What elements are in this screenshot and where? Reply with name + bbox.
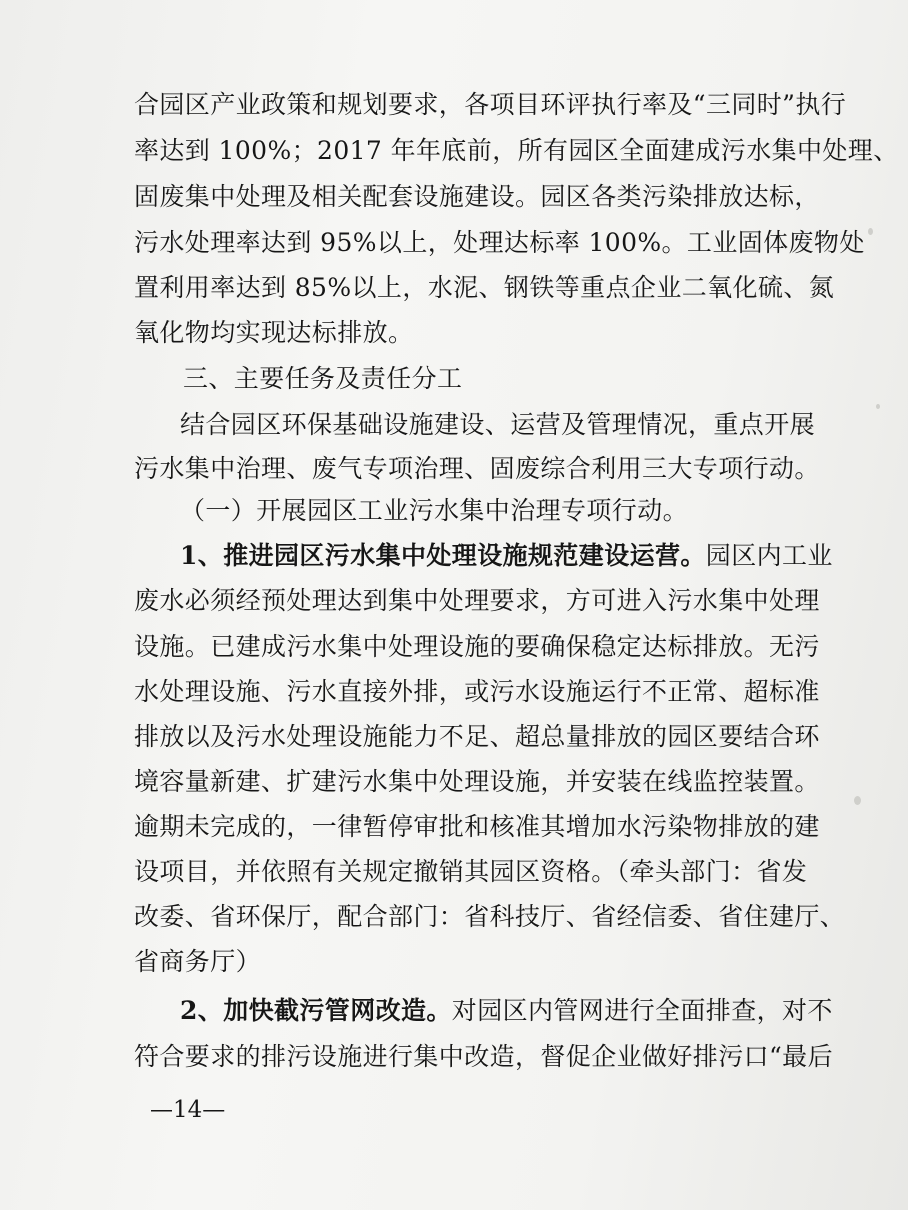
item-1-text-line: 废水必须经预处理达到集中处理要求，方可进入污水集中处理: [134, 586, 820, 615]
body-text-line: 置利用率达到 85%以上，水泥、钢铁等重点企业二氧化硫、氮: [134, 273, 835, 302]
item-1-text-line: 排放以及污水处理设施能力不足、超总量排放的园区要结合环: [134, 722, 820, 751]
item-1-text-line: 设施。已建成污水集中处理设施的要确保稳定达标排放。无污: [134, 632, 820, 661]
item-2-title: 2、加快截污管网改造。: [180, 996, 452, 1025]
item-1-text-line: 设项目，并依照有关规定撤销其园区资格。（牵头部门：省发: [134, 857, 808, 886]
item-1-text-line: 逾期未完成的，一律暂停审批和核准其增加水污染物排放的建: [134, 812, 820, 841]
section-heading: 三、主要任务及责任分工: [183, 364, 463, 393]
item-2-first-line: [180, 996, 833, 1026]
subsection-heading: （一）开展园区工业污水集中治理专项行动。: [180, 496, 689, 525]
intro-text-line: 结合园区环保基础设施建设、运营及管理情况，重点开展: [180, 410, 816, 439]
paper-speck: [876, 404, 880, 409]
item-1-text-line: 改委、省环保厅，配合部门：省科技厅、省经信委、省住建厅、: [134, 902, 846, 931]
item-1-text-line: 水处理设施、污水直接外排，或污水设施运行不正常、超标准: [134, 677, 820, 706]
intro-text-line: 污水集中治理、废气专项治理、固废综合利用三大专项行动。: [134, 454, 820, 483]
item-1-text-line: 境容量新建、扩建污水集中处理设施，并安装在线监控装置。: [134, 767, 820, 796]
body-text-line: 固废集中处理及相关配套设施建设。园区各类污染排放达标，: [134, 182, 820, 211]
body-text-line: 污水处理率达到 95%以上，处理达标率 100%。工业固体废物处: [134, 228, 865, 257]
item-1-title: 1、推进园区污水集中处理设施规范建设运营。: [180, 541, 706, 570]
paper-speck: [868, 228, 873, 235]
item-1-text: 园区内工业: [705, 541, 833, 570]
body-text-line: 合园区产业政策和规划要求，各项目环评执行率及“三同时”执行: [134, 90, 847, 119]
body-text-line: 氧化物均实现达标排放。: [134, 318, 414, 347]
item-2-text: 对园区内管网进行全面排查，对不: [451, 996, 833, 1025]
paper-speck: [854, 796, 861, 805]
page-number: —14—: [150, 1097, 226, 1123]
body-text-line: 率达到 100%；2017 年年底前，所有园区全面建成污水集中处理、: [134, 136, 899, 165]
item-2-text-line: 符合要求的排污设施进行集中改造，督促企业做好排污口“最后: [134, 1042, 833, 1071]
item-1-text-line: 省商务厅）: [134, 947, 262, 976]
item-1-first-line: [180, 541, 833, 571]
